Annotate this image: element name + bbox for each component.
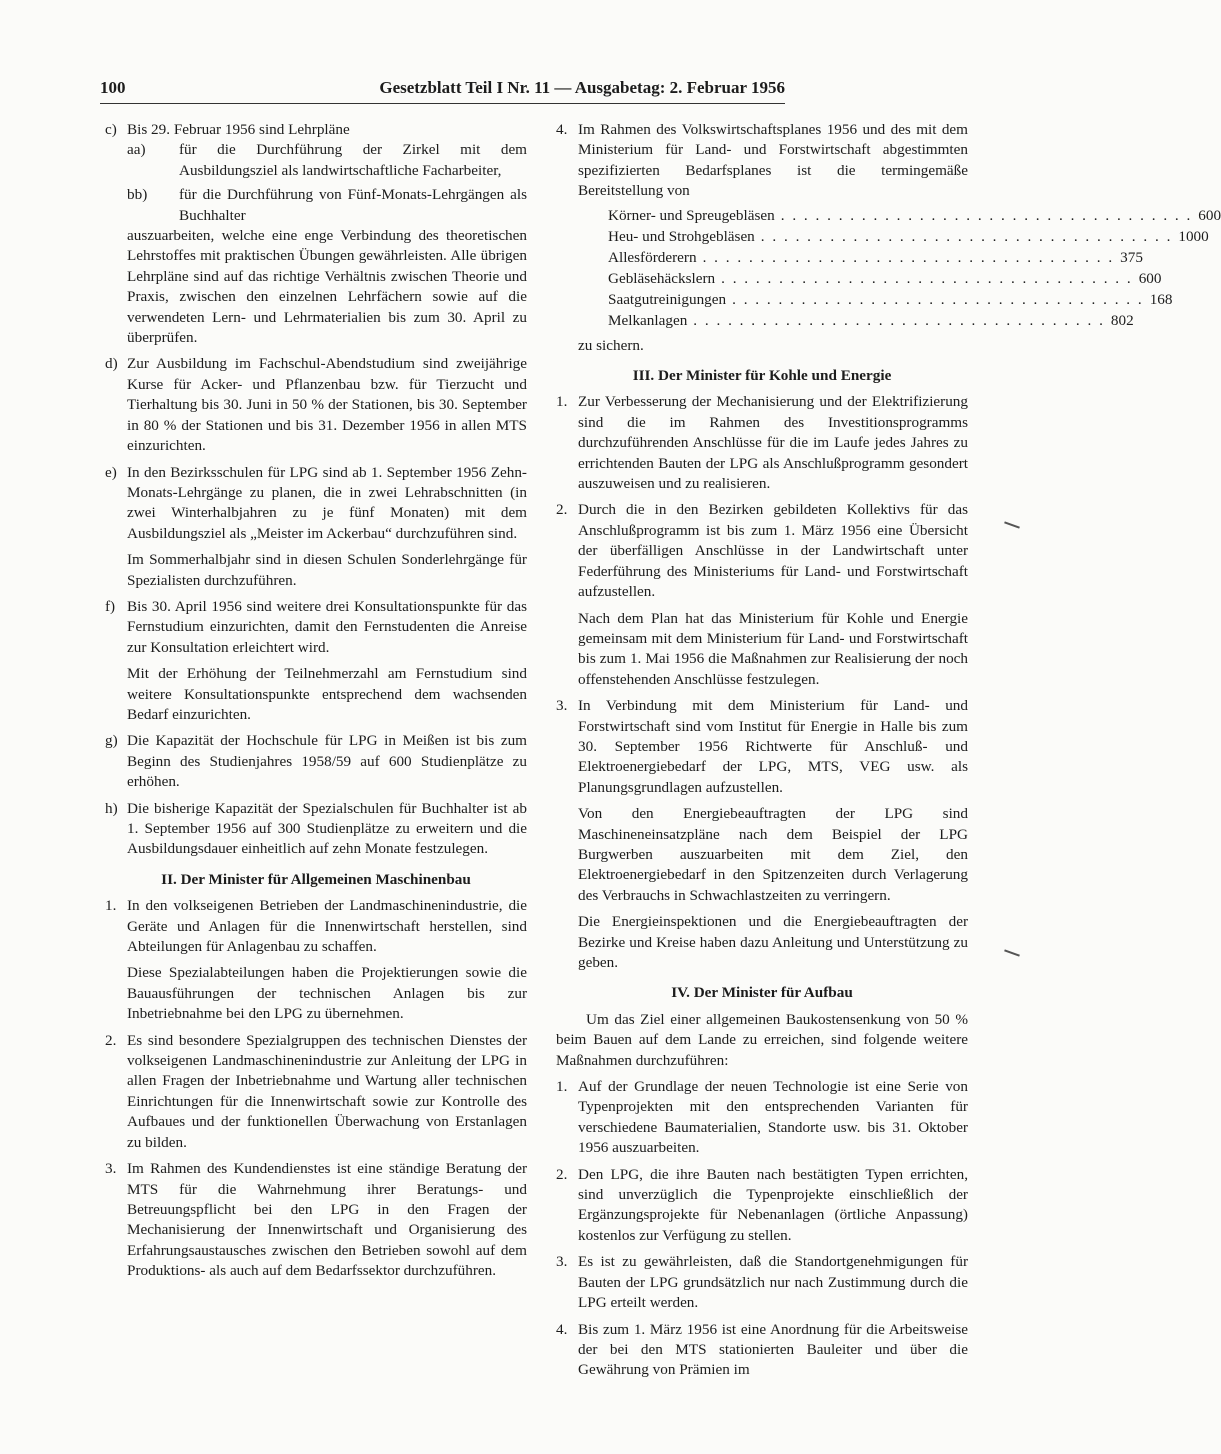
equipment-quantity: 375 <box>1120 248 1143 266</box>
item-text: In den volkseigenen Betrieben der Landmaschinenindustrie, die Geräte und Anlagen für die Innenwirtschaft herstellen, sind Abteilungen für Anlagenbau zu schaffen. <box>127 897 527 956</box>
section-heading-iii: III. Der Minister für Kohle und Energie <box>632 367 892 385</box>
item-text: In Verbindung mit dem Ministerium für Land- und Forstwirtschaft sind vom Institut für Energie in Halle bis zum 30. September 1956 Richtwerte für Anschluß- und Elektroenergiebedarf der LPG, MTS, VEG usw. als Planungsgrundlagen aufzustellen. <box>578 697 968 796</box>
item-paragraph: Die Energieinspektionen und die Energiebeauftragten der Bezirke und Kreise haben dazu Anleitung und Unterstützung zu geben. <box>578 913 968 971</box>
equipment-quantity: 802 <box>1110 311 1134 329</box>
equipment-list <box>608 206 1221 332</box>
item-text: Zur Ausbildung im Fachschul-Abendstudium sind zweijährige Kurse für Acker- und Pflanzenbau bzw. für Tierzucht und Tierhaltung bis 30. Juni in 50 % der Stationen, bis 30. September in 80 % der Stationen und bis 31. Dezember 1956 in allen MTS einzurichten. <box>127 355 527 455</box>
item-paragraph: Im Sommerhalbjahr sind in diesen Schulen Sonderlehrgänge für Spezialisten durchzuführen. <box>127 551 527 589</box>
subitem-bb <box>127 185 527 226</box>
subitem-text: für die Durchführung der Zirkel mit dem Ausbildungsziel als landwirtschaftliche Facharbeiter, <box>179 141 527 179</box>
equipment-row <box>608 248 1143 269</box>
section-ii-item-2 <box>105 1031 527 1153</box>
item-label: 1. <box>556 1078 568 1096</box>
item-text: Im Rahmen des Kundendienstes ist eine ständige Beratung der MTS für die Wahrnehmung ihrer Beratungs- und Betreuungspflicht bei den LPG in den Fragen der Mechanisierung der Innenwirtschaft und Organisierung des Erfahrungsaustausches zwischen den Betrieben sowohl auf dem Produktions- als auch auf dem Bedarfssektor durchzuführen. <box>127 1160 527 1280</box>
item-paragraph: Diese Spezialabteilungen haben die Projektierungen sowie die Bauausführungen der technischen Anlagen bis zur Inbetriebnahme bei den LPG zu übernehmen. <box>127 964 527 1023</box>
item-h <box>105 799 527 860</box>
item-label: h) <box>105 799 118 817</box>
item-text: In den Bezirksschulen für LPG sind ab 1. September 1956 Zehn-Monats-Lehrgänge zu planen, die in zwei Lehrabschnitten (in zwei Winterhalbjahren zu je fünf Monaten) mit dem Ausbildungsziel als „Meister im Ackerbau“ durchzuführen sind. <box>127 463 527 542</box>
margin-mark <box>1004 521 1020 528</box>
equipment-name: Allesförderern <box>608 248 697 266</box>
section-heading-iv: IV. Der Minister für Aufbau <box>671 984 853 1002</box>
page-header <box>100 78 785 104</box>
item-label: f) <box>105 597 116 615</box>
item-label: 4. <box>556 1320 568 1338</box>
item-c <box>105 120 527 348</box>
equipment-quantity: 600 <box>1198 206 1221 224</box>
equipment-quantity: 600 <box>1138 269 1162 287</box>
equipment-row <box>608 269 1162 290</box>
item-f <box>105 597 527 725</box>
section-ii-item-1 <box>105 896 527 1024</box>
item-text: Bis zum 1. März 1956 ist eine Anordnung für die Arbeitsweise der bei den MTS stationierten Bauleiter und über die Gewährung von Prämien im <box>578 1320 968 1379</box>
section-iv-intro: Um das Ziel einer allgemeinen Baukostensenkung von 50 % beim Bauen auf dem Lande zu erreichen, sind folgende weitere Maßnahmen durchzuführen: <box>556 1010 968 1069</box>
leader-dots: . . . . . . . . . . . . . . . . . . . . . . . . . . . . . . . . . . . . <box>760 227 1173 245</box>
section-iv-item-1 <box>556 1077 968 1159</box>
item-paragraph: Nach dem Plan hat das Ministerium für Kohle und Energie gemeinsam mit dem Ministerium für Land- und Forstwirtschaft bis zum 1. Mai 1956 die Maßnahmen zur Realisierung der noch offenstehenden Anschlüsse festzulegen. <box>578 609 968 688</box>
item-label: 3. <box>556 697 568 715</box>
item-d <box>105 354 527 456</box>
equipment-row <box>608 290 1173 311</box>
gazette-title: Gesetzblatt Teil I Nr. 11 — Ausgabetag: 2. Februar 1956 <box>379 78 785 97</box>
item-text: Im Rahmen des Volkswirtschaftsplanes 1956 und des mit dem Ministerium für Land- und Forstwirtschaft abgestimmten spezifizierten Bedarfsplanes ist die termingemäße Bereitstellung von <box>578 121 968 200</box>
equipment-name: Heu- und Strohgebläsen <box>608 227 755 245</box>
section-iii-item-1 <box>556 392 968 494</box>
item-c-tail: auszuarbeiten, welche eine enge Verbindung des theoretischen Lehrstoffes mit praktischen Übungen gewährleisten. Alle übrigen Lehrpläne sind auf das richtige Verhältnis zwischen Theorie und Praxis, zwischen den einzelnen Lehrfächern sowie auf die verwendeten Lern- und Lehrmaterialien bis zum 30. April zu überprüfen. <box>127 227 527 347</box>
item-text: Durch die in den Bezirken gebildeten Kollektivs für das Anschlußprogramm ist bis zum 1. März 1956 eine Übersicht der überfälligen Anschlüsse in der Landwirtschaft unter Federführung des Ministeriums für Land- und Forstwirtschaft aufzustellen. <box>578 501 968 601</box>
item-text: Bis 29. Februar 1956 sind Lehrpläne <box>127 121 350 138</box>
left-column <box>105 120 527 1288</box>
equipment-row <box>608 227 1209 248</box>
leader-dots: . . . . . . . . . . . . . . . . . . . . . . . . . . . . . . . . . . . . <box>693 311 1105 329</box>
item-paragraph: Von den Energiebeauftragten der LPG sind Maschineneinsatzpläne nach dem Beispiel der LPG Burgwerben auszuarbeiten mit dem Ziel, den Elektroenergiebedarf in den Spitzenzeiten durch Verlagerung des Verbrauchs in Schwachlastzeiten zu verringern. <box>578 805 968 904</box>
leader-dots: . . . . . . . . . . . . . . . . . . . . . . . . . . . . . . . . . . . . <box>702 248 1115 266</box>
subitem-aa <box>127 140 527 181</box>
right-column <box>556 120 1221 1387</box>
section-iii-item-3 <box>556 696 968 973</box>
item-text: Den LPG, die ihre Bauten nach bestätigten Typen errichten, sind unverzüglich die Typenprojekte einschließlich der Ergänzungsprojekte für Nebenanlagen (örtliche Anpassung) kostenlos zur Verfügung zu stellen. <box>578 1165 968 1244</box>
page-number: 100 <box>100 78 126 97</box>
section-heading-ii: II. Der Minister für Allgemeinen Maschinenbau <box>161 870 471 888</box>
item-paragraph: Mit der Erhöhung der Teilnehmerzahl am Fernstudium sind weitere Konsultationspunkte entsprechend dem wachsenden Bedarf einzurichten. <box>127 665 527 723</box>
item-g <box>105 731 527 792</box>
item-text: Zur Verbesserung der Mechanisierung und der Elektrifizierung sind die im Rahmen des Investitionsprogramms durchzuführenden Anschlüsse für die im Laufe jedes Jahres zu errichtenden Bauten der LPG als Anschlußprogramm gesondert auszuweisen und zu realisieren. <box>578 393 968 493</box>
equipment-quantity: 1000 <box>1178 227 1209 245</box>
section-iv-item-4 <box>556 1320 968 1381</box>
item-label: 2. <box>105 1031 117 1049</box>
equipment-name: Saatgutreinigungen <box>608 290 727 308</box>
item-label: 4. <box>556 121 568 138</box>
section-iv-item-2 <box>556 1165 968 1247</box>
item-label: 3. <box>105 1160 117 1178</box>
equipment-row <box>608 206 1221 227</box>
item-text: Bis 30. April 1956 sind weitere drei Konsultationspunkte für das Fernstudium einzurichten, damit den Fernstudenten die Anreise zur Konsultation erleichtert wird. <box>127 597 527 656</box>
section-iii-item-2 <box>556 500 968 690</box>
section-iv-item-3 <box>556 1252 968 1313</box>
item-tail: zu sichern. <box>578 336 644 354</box>
item-label: d) <box>105 355 118 373</box>
equipment-row <box>608 311 1134 332</box>
item-label: c) <box>105 121 117 138</box>
item-text: Es ist zu gewährleisten, daß die Standortgenehmigungen für Bauten der LPG grundsätzlich nur nach Zustimmung durch die LPG erteilt werden. <box>578 1253 968 1312</box>
item-text: Auf der Grundlage der neuen Technologie ist eine Serie von Typenprojekten mit den entsprechenden Varianten für verschiedene Baumaterialien, Standorte usw. bis 31. Oktober 1956 auszuarbeiten. <box>578 1078 968 1157</box>
equipment-quantity: 168 <box>1149 290 1173 308</box>
header-rule <box>100 103 785 104</box>
equipment-name: Gebläsehäckslern <box>608 269 716 287</box>
subitem-label: aa) <box>127 141 146 159</box>
item-label: 2. <box>556 1165 568 1183</box>
leader-dots: . . . . . . . . . . . . . . . . . . . . . . . . . . . . . . . . . . . . <box>721 269 1133 287</box>
item-label: g) <box>105 732 118 750</box>
item-text: Die bisherige Kapazität der Spezialschulen für Buchhalter ist ab 1. September 1956 auf 300 Studienplätze zu erweitern und die Ausbildungsdauer einheitlich auf zehn Monate festzulegen. <box>127 799 527 858</box>
item-label: 2. <box>556 501 568 519</box>
leader-dots: . . . . . . . . . . . . . . . . . . . . . . . . . . . . . . . . . . . . <box>780 206 1193 224</box>
margin-mark <box>1004 949 1020 956</box>
subitem-label: bb) <box>127 186 148 204</box>
item-e <box>105 463 527 591</box>
item-text: Es sind besondere Spezialgruppen des technischen Dienstes der volkseigenen Landmaschinenindustrie zur Anleitung der LPG in allen Fragen der Inbetriebnahme und Wartung aller technischen Einrichtungen für die Innenwirtschaft sowie zur Kontrolle des Aufbaues und der funktionellen Überwachung von Erstanlagen zu bilden. <box>127 1031 527 1151</box>
equipment-name: Melkanlagen <box>608 311 688 329</box>
leader-dots: . . . . . . . . . . . . . . . . . . . . . . . . . . . . . . . . . . . . <box>732 290 1144 308</box>
section-ii-item-3 <box>105 1159 527 1281</box>
item-label: 1. <box>556 393 568 411</box>
item-label: 3. <box>556 1253 568 1271</box>
subitem-text: für die Durchführung von Fünf-Monats-Lehrgängen als Buchhalter <box>179 186 527 224</box>
item-label: e) <box>105 463 117 481</box>
section-ii-item-4 <box>556 120 1221 356</box>
item-text: Die Kapazität der Hochschule für LPG in Meißen ist bis zum Beginn des Studienjahres 1958/59 auf 600 Studienplätze zu erhöhen. <box>127 732 527 791</box>
item-label: 1. <box>105 897 117 915</box>
equipment-name: Körner- und Spreugebläsen <box>608 206 775 224</box>
